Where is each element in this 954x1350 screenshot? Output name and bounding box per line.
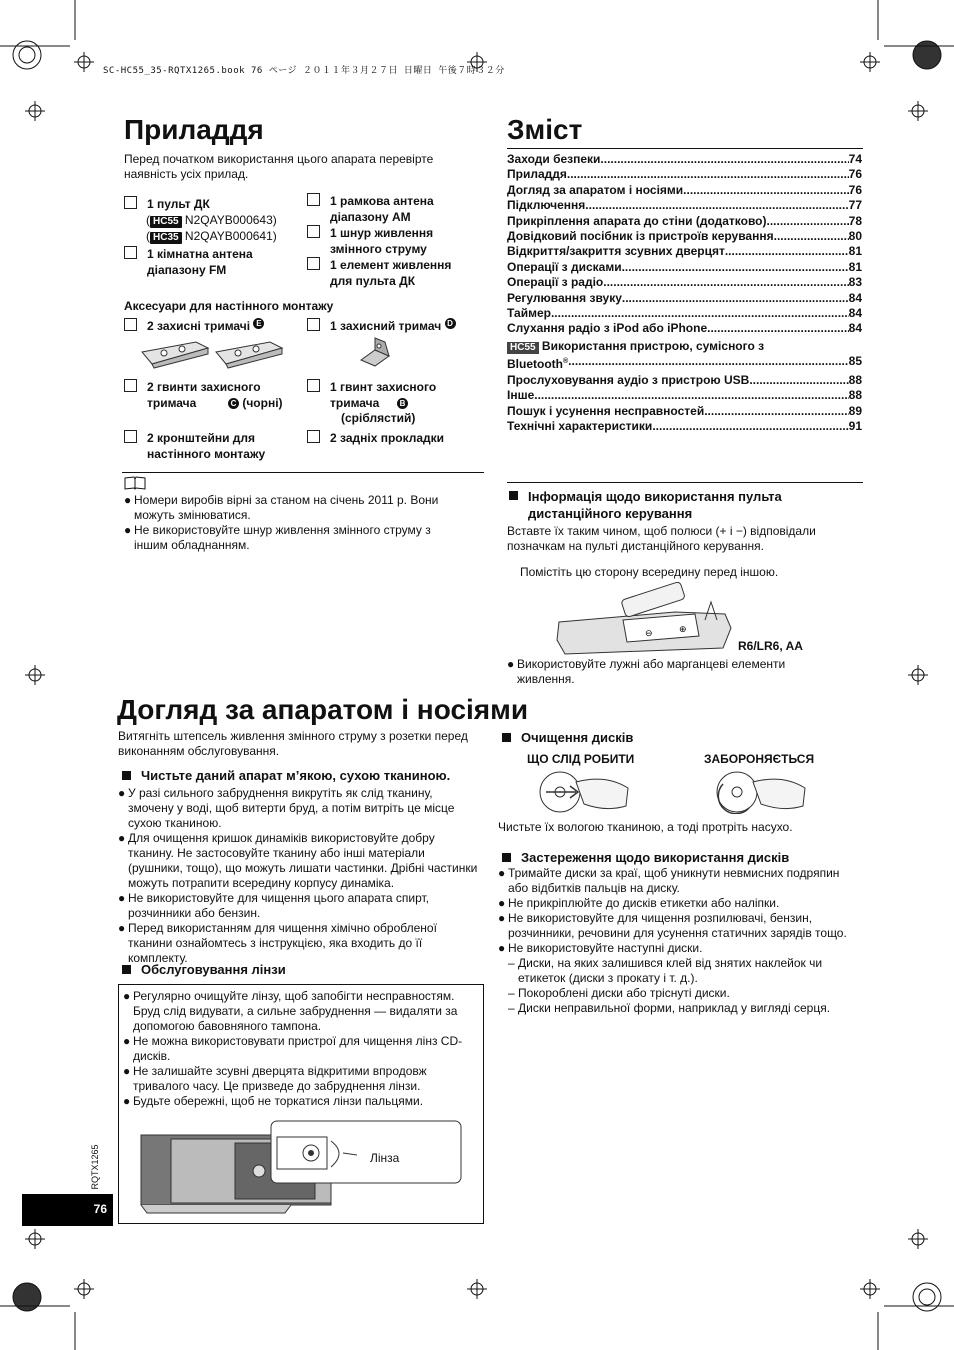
caution-title: Застереження щодо використання дисків	[500, 850, 789, 865]
list-item: ● Не використовуйте для чищення цього апарата спирт, розчинники або бензин.	[118, 891, 430, 920]
page-number-tab	[22, 1194, 113, 1226]
list-item: ● Не прикріплюйте до дисків етикетки або наліпки.	[498, 896, 780, 910]
accessories-intro: Перед початком використання цього апарата перевірте наявність усіх прилад.	[124, 152, 434, 181]
caution-bullets	[498, 866, 862, 1016]
disc-text: Чистьте їх вологою тканиною, а тоді протріть насухо.	[498, 820, 793, 834]
remote-code-1: ( HC55 N2QAYB000643)	[146, 213, 277, 227]
notes	[124, 493, 464, 553]
care-intro: Витягніть штепсель живлення змінного струму з розетки перед виконанням обслуговування.	[118, 729, 468, 758]
protective-holder-illustration	[355, 336, 405, 376]
protective-holders-illustration	[138, 336, 288, 372]
toc-row[interactable]: Технічні характеристики ..... 91	[507, 419, 862, 434]
list-item: ● Перед використанням для чищення хімічно обробленої тканини ознайомтесь з інструкцією, яка входить до її комплекту.	[118, 921, 437, 965]
list-item: 2 захисні тримачі E	[124, 318, 264, 334]
tag-d: D	[445, 318, 456, 329]
square-bullet-icon	[509, 491, 518, 500]
mount-title: Аксесуари для настінного монтажу	[124, 299, 334, 313]
toc-row[interactable]: Прикріплення апарата до стіни (додатково) ..... 78	[507, 214, 862, 229]
divider	[122, 472, 484, 473]
list-item: ● Номери виробів вірні за станом на січень 2011 р. Вони можуть змінюватися.	[124, 493, 439, 522]
list-item: ● Будьте обережні, щоб не торкатися лінзи пальцями.	[123, 1094, 424, 1108]
divider	[507, 148, 863, 149]
square-bullet-icon	[122, 771, 131, 780]
remote-caption: Помістіть цю сторону всередину перед іншою.	[520, 565, 779, 579]
toc-row[interactable]: Операції з дисками ..... 81	[507, 260, 862, 275]
square-bullet-icon	[122, 965, 131, 974]
toc-row[interactable]: Прослуховування аудіо з пристрою USB ..... 88	[507, 373, 862, 388]
accessories-right-list	[307, 193, 482, 289]
toc-row[interactable]: Відкриття/закриття зсувних дверцят ..... 81	[507, 244, 862, 259]
toc-row[interactable]: Пошук і усунення несправностей ..... 89	[507, 404, 862, 419]
checkbox[interactable]	[307, 379, 320, 392]
checkbox[interactable]	[307, 318, 320, 331]
lens-title: Обслуговування лінзи	[120, 962, 286, 977]
accessories-title: Приладдя	[124, 114, 264, 145]
tag-b: B	[397, 398, 408, 409]
sub-list-item: – Диски, на яких залишився клей від знятих наклейок чи етикеток (диски з прокату і т. д.).	[508, 956, 823, 985]
dont-label: ЗАБОРОНЯЄТЬСЯ	[704, 752, 815, 766]
toc-row[interactable]: Підключення ..... 77	[507, 198, 862, 213]
checkbox[interactable]	[124, 196, 137, 209]
tag-e: E	[253, 318, 264, 329]
lens-label: Лінза	[370, 1151, 400, 1165]
toc-row[interactable]: Інше ..... 88	[507, 388, 862, 403]
checkbox[interactable]	[124, 379, 137, 392]
battery-label: R6/LR6, AA	[738, 639, 803, 653]
remote-info-title: Інформація щодо використання пульта дистанційного керування	[507, 488, 857, 522]
book-icon	[124, 476, 146, 490]
toc-row[interactable]: Слухання радіо з iPod або iPhone ..... 84	[507, 321, 862, 336]
toc-row[interactable]: Регулювання звуку ..... 84	[507, 291, 862, 306]
list-item: ● Регулярно очищуйте лінзу, щоб запобігти несправностям. Бруд слід видувати, а сильне забруднення — видаляти за допомогою бавовняного тампона.	[123, 989, 458, 1033]
page-number: 76	[93, 1202, 107, 1216]
model-code: RQTX1265	[90, 1144, 100, 1190]
toc-row[interactable]: Догляд за апаратом і носіями ..... 76	[507, 183, 862, 198]
svg-text:⊕: ⊕	[679, 624, 687, 634]
list-item: ● Тримайте диски за краї, щоб уникнути невмисних подряпин або відбитків пальців на диску.	[498, 866, 840, 895]
model-code-wrap	[88, 1144, 102, 1192]
file-header: SC-HC55_35-RQTX1265.book 76 ページ ２０１１年３月２７日 日曜日 午後７時３２分	[103, 66, 505, 76]
toc-row-bluetooth[interactable]: HC55 Використання пристрою, сумісного з Bluetooth® ..... 85	[507, 339, 862, 373]
accessories-left-list	[124, 196, 304, 278]
checkbox[interactable]	[307, 193, 320, 206]
care-title: Догляд за апаратом і носіями	[117, 694, 529, 725]
list-item: 1 гвинт захисного тримача	[307, 379, 436, 411]
sub-list-item: – Покоробленi диски або трiснутi диски.	[508, 986, 730, 1000]
divider	[507, 482, 863, 483]
list-item: ● Не використовуйте наступні диски.	[498, 941, 703, 955]
toc-title: Зміст	[507, 114, 583, 145]
toc-row[interactable]: Операції з радіо ..... 83	[507, 275, 862, 290]
remote-info-text: Вставте їх таким чином, щоб полюси (+ і −) відповідали позначкам на пульті дистанційного керування.	[507, 524, 816, 553]
list-item: ● Не можна використовувати пристрої для чищення лінз CD-дисків.	[123, 1034, 463, 1063]
list-item: ● Не використовуйте для чищення розпилювачі, бензин, розчинники, речовини для усунення статичних зарядів тощо.	[498, 911, 847, 940]
clean-title: Чистьте даний апарат м’якою, сухою тканиною.	[120, 768, 450, 783]
checkbox[interactable]	[307, 257, 320, 270]
clean-bullets	[118, 786, 480, 966]
disc-dont-illustration	[713, 768, 813, 814]
toc-row[interactable]: Заходи безпеки ..... 74	[507, 152, 862, 167]
list-item: 1 елемент живлення для пульта ДК	[307, 257, 482, 289]
checkbox[interactable]	[124, 246, 137, 259]
list-item: 1 захисний тримач D	[307, 318, 456, 334]
toc-list	[507, 152, 862, 434]
list-item: ● Для очищення кришок динаміків використовуйте добру тканину. Не застосовуйте тканину або інші матеріали (рушники, тощо), що можуть лишати частинки. Дрібні частинки можуть потрапити всередину корпусу динаміка.	[118, 831, 478, 890]
checkbox[interactable]	[124, 430, 137, 443]
svg-text:⊖: ⊖	[645, 628, 653, 638]
sub-list-item: – Диски неправильної форми, наприклад у вигляді серця.	[508, 1001, 831, 1015]
unit-lens-illustration	[135, 1117, 465, 1217]
list-item: 2 гвинти захисного тримача	[124, 379, 261, 411]
toc-row[interactable]: Приладдя ..... 76	[507, 167, 862, 182]
list-item: ● У разі сильного забруднення викрутіть як слід тканину, змочену у воді, щоб витерти бруд, а потім витріть це місце сухою тканиною.	[118, 786, 455, 830]
hc35-badge: HC35	[150, 232, 182, 244]
list-item: 1 пульт ДК	[124, 196, 304, 212]
remote-battery-illustration	[555, 582, 735, 658]
tag-c: C	[228, 398, 239, 409]
checkbox[interactable]	[307, 430, 320, 443]
list-item: 1 рамкова антена діапазону AM	[307, 193, 482, 225]
list-item: 2 кронштейни для настінного монтажу	[124, 430, 265, 462]
list-item: 2 задніх прокладки	[307, 430, 444, 446]
hc55-badge: HC55	[150, 216, 182, 228]
toc-row[interactable]: Довідковий посібник із пристроїв керування ..... 80	[507, 229, 862, 244]
toc-row[interactable]: Таймер ..... 84	[507, 306, 862, 321]
lens-bullets	[123, 989, 477, 1109]
remote-code-2: ( HC35 N2QAYB000641)	[146, 229, 277, 243]
checkbox[interactable]	[307, 225, 320, 238]
remote-note: ● Використовуйте лужні або марганцеві елементи живлення.	[507, 657, 786, 686]
square-bullet-icon	[502, 733, 511, 742]
checkbox[interactable]	[124, 318, 137, 331]
lens-box	[118, 984, 484, 1224]
square-bullet-icon	[502, 853, 511, 862]
disc-do-illustration	[536, 768, 636, 814]
do-label: ЩО СЛІД РОБИТИ	[527, 752, 635, 766]
list-item: ● Не використовуйте шнур живлення змінного струму з іншим обладнанням.	[124, 523, 431, 552]
list-item: 1 шнур живлення змінного струму	[307, 225, 482, 257]
list-item: 1 кімнатна антена діапазону FM	[124, 246, 304, 278]
disc-title: Очищення дисків	[500, 730, 633, 745]
list-item: ● Не залишайте зсувні дверцята відкритими впродовж тривалого часу. Це призведе до забруднення лінзи.	[123, 1064, 427, 1093]
hc55-badge: HC55	[507, 342, 539, 354]
